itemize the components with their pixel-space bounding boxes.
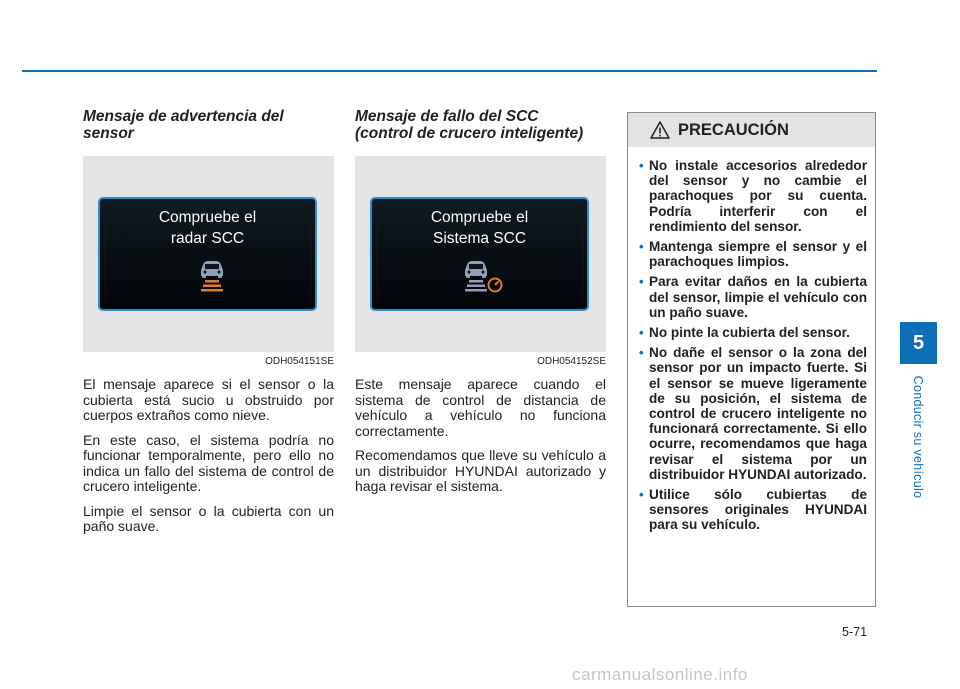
bullet-icon: • (639, 345, 644, 361)
bullet-icon: • (639, 158, 644, 173)
caution-item (639, 487, 867, 533)
bullet-icon: • (639, 325, 644, 341)
bullet-icon: • (639, 274, 644, 290)
top-rule (22, 70, 877, 72)
caution-item (639, 158, 867, 234)
figure-code: ODH054152SE (537, 356, 606, 367)
caution-item (639, 239, 867, 269)
paragraph: Este mensaje aparece cuando el sistema de control de distancia de vehículo a vehículo no funciona correctamente. (355, 376, 606, 439)
warning-triangle-icon (650, 121, 670, 139)
caution-header (628, 113, 875, 147)
caution-item-text: No instale accesorios alrededor del sensor y no cambie el parachoques por su cuenta. Podría interferir con el rendimiento del sensor. (649, 158, 867, 234)
page-number: 5-71 (842, 625, 868, 639)
figure-code: ODH054151SE (265, 356, 334, 367)
section-body (83, 377, 334, 535)
caution-box (627, 112, 876, 607)
paragraph: En este caso, el sistema podría no funcionar temporalmente, pero ello no indica un fallo del sistema de control de crucero inteligente. (83, 431, 334, 494)
display-line-1: Compruebe el (158, 209, 257, 226)
caution-item (639, 345, 867, 482)
scc-failure-section (355, 108, 606, 504)
paragraph: El mensaje aparece si el sensor o la cubierta está sucio u obstruido por cuerpos extraños como nieve. (83, 376, 334, 423)
section-title-line-1: Mensaje de fallo del SCC (355, 108, 539, 125)
caution-item-text: Para evitar daños en la cubierta del sensor, limpie el vehículo con un paño suave. (649, 274, 867, 320)
display-message (372, 207, 587, 249)
figure-scc-failure (355, 156, 606, 352)
cluster-display (370, 197, 589, 311)
caution-list (628, 147, 875, 533)
section-title-line-2: (control de crucero inteligente) (355, 125, 584, 142)
caution-item (639, 274, 867, 320)
chapter-tab: 5 (900, 322, 937, 364)
caution-item-text: No pinte la cubierta del sensor. (649, 325, 850, 341)
section-title (355, 108, 606, 156)
display-line-2: radar SCC (170, 230, 245, 247)
car-radar-icon (196, 259, 228, 293)
caution-item-text: No dañe el sensor o la zona del sensor por un impacto fuerte. Si el sensor se mueve ligeramente de su posición, el sistema de control de crucero inteligente no funcionará correctamente. Si ello ocurre, recomendamos que haga revisar el sistema por un distribuidor HYUNDAI autorizado. (649, 345, 867, 482)
bullet-icon: • (639, 487, 644, 503)
section-body (355, 377, 606, 495)
caution-title: PRECAUCIÓN (678, 120, 789, 139)
bullet-icon: • (639, 239, 644, 255)
watermark: carmanualsonline.info (572, 665, 748, 684)
display-line-1: Compruebe el (430, 209, 529, 226)
sensor-warning-section (83, 108, 334, 544)
caution-item-text: Mantenga siempre el sensor y el parachoques limpios. (649, 239, 867, 270)
paragraph: Recomendamos que lleve su vehículo a un distribuidor HYUNDAI autorizado y haga revisar el sistema. (355, 447, 606, 494)
figure-sensor-warning (83, 156, 334, 352)
display-line-2: Sistema SCC (432, 230, 527, 247)
car-cruise-icon (460, 259, 504, 293)
paragraph: Limpie el sensor o la cubierta con un paño suave. (83, 502, 334, 534)
display-message (100, 207, 315, 249)
cluster-display (98, 197, 317, 311)
chapter-label: Conducir su vehículo (911, 375, 925, 499)
section-title: Mensaje de advertencia del sensor (83, 108, 284, 142)
caution-item (639, 325, 867, 340)
caution-item-text: Utilice sólo cubiertas de sensores originales HYUNDAI para su vehículo. (649, 487, 867, 533)
